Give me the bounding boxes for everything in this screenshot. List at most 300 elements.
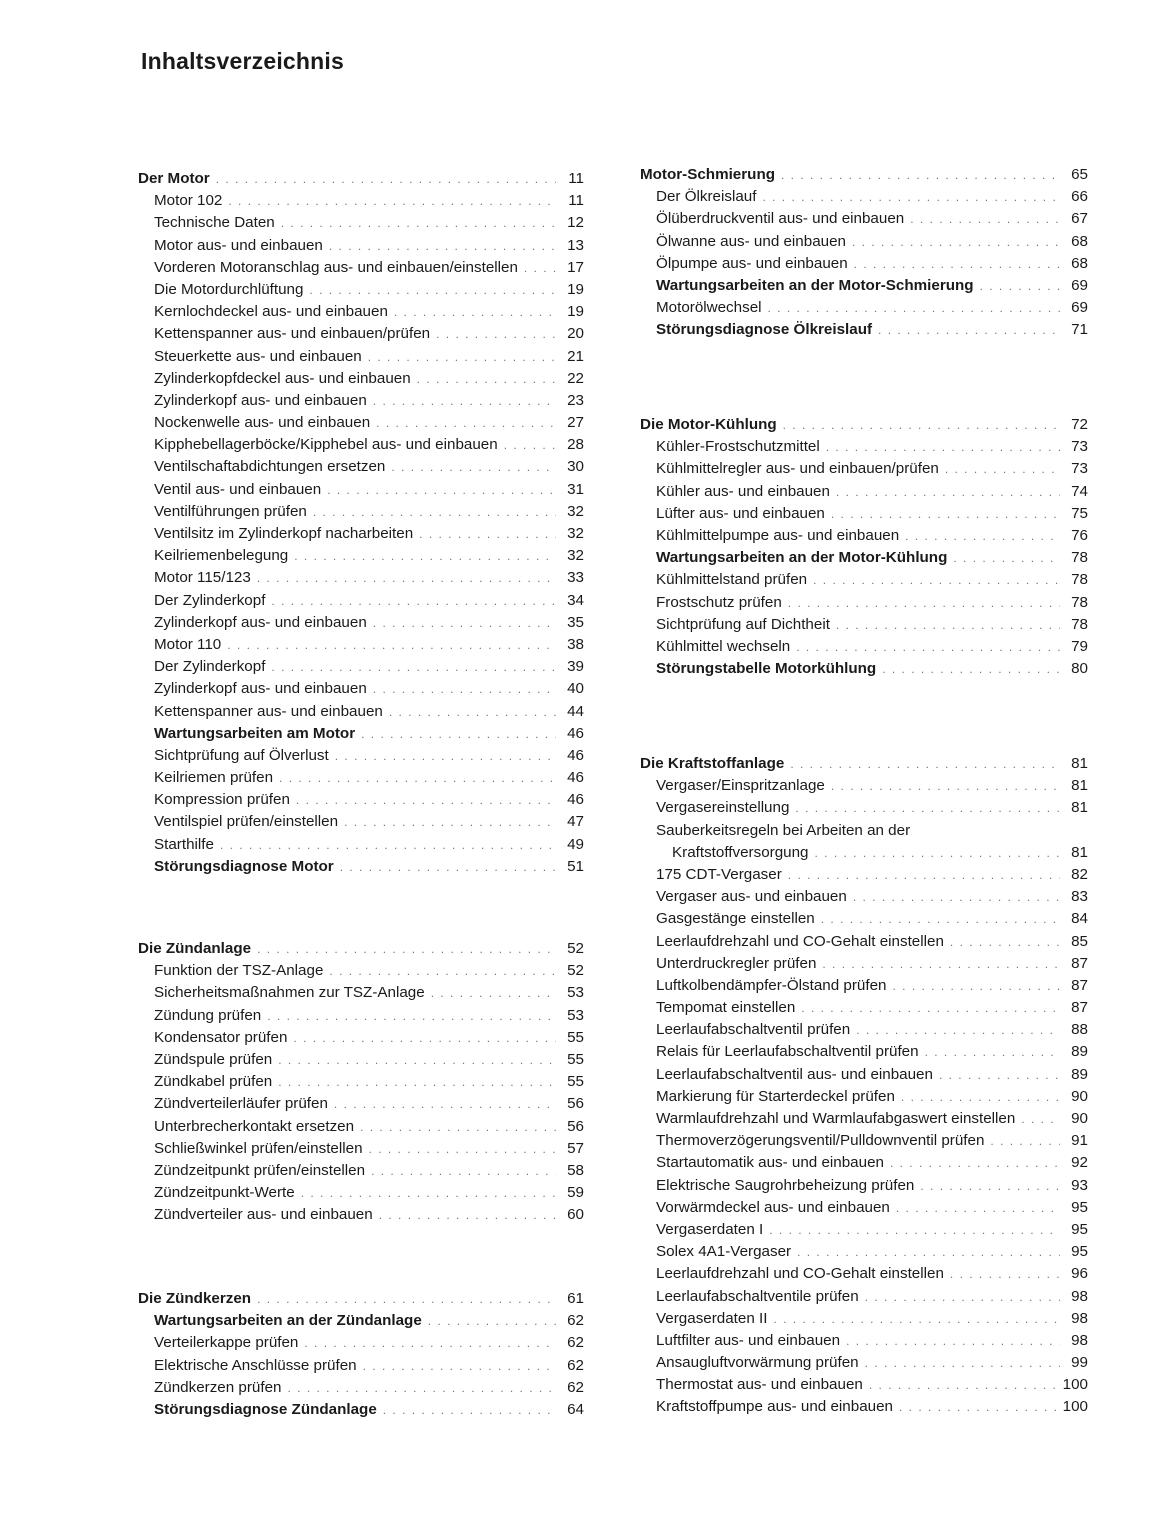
entry-title: Funktion der TSZ-Anlage xyxy=(154,962,324,980)
page-number: 30 xyxy=(567,458,584,476)
toc-entry[interactable] xyxy=(138,212,584,234)
toc-subheading[interactable] xyxy=(640,547,1088,569)
dot-leader xyxy=(1021,1108,1060,1130)
entry-title: Wartungsarbeiten am Motor xyxy=(154,724,356,742)
dot-leader xyxy=(309,279,556,301)
entry-title: Motor aus- und einbauen xyxy=(154,236,323,254)
toc-entry[interactable] xyxy=(138,1138,584,1160)
page-number: 32 xyxy=(567,547,584,565)
page-number: 58 xyxy=(567,1161,584,1179)
toc-entry[interactable] xyxy=(640,820,1088,842)
dot-leader xyxy=(301,1182,556,1204)
page-number: 98 xyxy=(1071,1287,1088,1305)
dot-leader xyxy=(371,1160,556,1182)
page-number: 90 xyxy=(1071,1087,1088,1105)
page-number: 46 xyxy=(567,769,584,787)
page-number: 79 xyxy=(1071,637,1088,655)
entry-title: Kipphebellagerböcke/Kipphebel aus- und einbauen xyxy=(154,436,498,454)
toc-entry[interactable] xyxy=(640,297,1088,319)
toc-entry[interactable] xyxy=(138,612,584,634)
toc-section xyxy=(640,164,1088,342)
dot-leader xyxy=(795,797,1060,819)
toc-entry[interactable] xyxy=(138,678,584,700)
toc-entry[interactable] xyxy=(640,1374,1088,1396)
toc-entry[interactable] xyxy=(640,842,1088,864)
toc-entry[interactable] xyxy=(640,1130,1088,1152)
dot-leader xyxy=(854,253,1060,275)
page-number: 69 xyxy=(1071,299,1088,317)
dot-leader xyxy=(762,186,1060,208)
page-number: 80 xyxy=(1071,660,1088,678)
dot-leader xyxy=(822,953,1060,975)
entry-title: Leerlaufdrehzahl und CO-Gehalt einstellen xyxy=(656,1265,944,1283)
dot-leader xyxy=(279,767,556,789)
toc-entry[interactable] xyxy=(138,257,584,279)
toc-section-heading[interactable] xyxy=(138,938,584,960)
dot-leader xyxy=(831,775,1060,797)
toc-entry[interactable] xyxy=(640,436,1088,458)
page-number: 11 xyxy=(568,192,584,210)
page-number: 52 xyxy=(567,962,584,980)
entry-title: Zündung prüfen xyxy=(154,1006,262,1024)
entry-title: Vergaserdaten I xyxy=(656,1220,764,1238)
dot-leader xyxy=(281,212,556,234)
entry-title: Die Zündkerzen xyxy=(138,1290,252,1307)
toc-entry[interactable] xyxy=(640,886,1088,908)
toc-entry[interactable] xyxy=(640,525,1088,547)
page-number: 81 xyxy=(1071,755,1088,772)
dot-leader xyxy=(369,1138,556,1160)
entry-title: Schließwinkel prüfen/einstellen xyxy=(154,1139,363,1157)
entry-title: Ölpumpe aus- und einbauen xyxy=(656,254,848,272)
entry-title: Lüfter aus- und einbauen xyxy=(656,504,825,522)
dot-leader xyxy=(797,1241,1060,1263)
dot-leader xyxy=(788,592,1060,614)
toc-entry[interactable] xyxy=(640,1152,1088,1174)
dot-leader xyxy=(504,434,556,456)
toc-section xyxy=(640,753,1088,1419)
toc-section xyxy=(138,938,584,1226)
entry-title: Thermoverzögerungsventil/Pulldownventil prüfen xyxy=(656,1132,985,1150)
page-number: 84 xyxy=(1071,910,1088,928)
page-number: 20 xyxy=(567,325,584,343)
dot-leader xyxy=(227,634,556,656)
toc-entry[interactable] xyxy=(138,1116,584,1138)
page-number: 53 xyxy=(567,1006,584,1024)
dot-leader xyxy=(294,545,556,567)
entry-title: Keilriemen prüfen xyxy=(154,769,274,787)
toc-entry[interactable] xyxy=(640,636,1088,658)
page-number: 66 xyxy=(1071,188,1088,206)
dot-leader xyxy=(846,1330,1060,1352)
toc-subheading[interactable] xyxy=(138,856,584,878)
toc-entry[interactable] xyxy=(138,1332,584,1354)
page-number: 76 xyxy=(1071,526,1088,544)
toc-entry[interactable] xyxy=(640,1263,1088,1285)
entry-title: Motor 102 xyxy=(154,192,223,210)
page-number: 89 xyxy=(1071,1043,1088,1061)
entry-title: Warmlaufdrehzahl und Warmlaufabgaswert einstellen xyxy=(656,1110,1016,1127)
toc-section-heading[interactable] xyxy=(138,1288,584,1310)
entry-title: Unterbrecherkontakt ersetzen xyxy=(154,1117,355,1135)
entry-title: Zündkabel prüfen xyxy=(154,1073,273,1091)
toc-entry[interactable] xyxy=(138,523,584,545)
dot-leader xyxy=(905,525,1060,547)
page-title: Inhaltsverzeichnis xyxy=(141,48,345,74)
dot-leader xyxy=(257,1288,556,1310)
page-number: 78 xyxy=(1071,571,1088,589)
toc-entry[interactable] xyxy=(640,797,1088,819)
toc-subheading[interactable] xyxy=(138,1310,584,1332)
toc-entry[interactable] xyxy=(640,1219,1088,1241)
entry-title: Motor 115/123 xyxy=(154,569,251,587)
dot-leader xyxy=(271,590,556,612)
dot-leader xyxy=(901,1086,1060,1108)
entry-title: Kühlmittelstand prüfen xyxy=(656,571,808,589)
dot-leader xyxy=(920,1175,1060,1197)
dot-leader xyxy=(990,1130,1060,1152)
toc-section-heading[interactable] xyxy=(640,414,1088,436)
toc-entry[interactable] xyxy=(138,323,584,345)
page-number: 72 xyxy=(1071,416,1088,433)
entry-title: Vergaser aus- und einbauen xyxy=(656,888,847,906)
toc-entry[interactable] xyxy=(138,501,584,523)
toc-entry[interactable] xyxy=(640,1308,1088,1330)
toc-entry[interactable] xyxy=(138,235,584,257)
toc-entry[interactable] xyxy=(640,1352,1088,1374)
toc-section-heading[interactable] xyxy=(640,753,1088,775)
dot-leader xyxy=(313,501,556,523)
dot-leader xyxy=(939,1064,1060,1086)
toc-section xyxy=(640,414,1088,680)
toc-entry[interactable] xyxy=(138,656,584,678)
toc-entry[interactable] xyxy=(640,592,1088,614)
toc-entry[interactable] xyxy=(138,1005,584,1027)
toc-entry[interactable] xyxy=(138,346,584,368)
toc-entry[interactable] xyxy=(640,458,1088,480)
toc-entry[interactable] xyxy=(640,231,1088,253)
toc-entry[interactable] xyxy=(640,1064,1088,1086)
page-number: 62 xyxy=(567,1334,584,1352)
toc-entry[interactable] xyxy=(640,614,1088,636)
entry-title: Störungstabelle Motorkühlung xyxy=(656,660,877,678)
page-number: 91 xyxy=(1071,1132,1088,1150)
dot-leader xyxy=(436,323,556,345)
dot-leader xyxy=(329,235,556,257)
dot-leader xyxy=(361,723,556,745)
dot-leader xyxy=(419,523,556,545)
dot-leader xyxy=(801,997,1060,1019)
entry-title: Der Zylinderkopf xyxy=(154,591,266,609)
entry-title: Motorölwechsel xyxy=(656,299,762,317)
dot-leader xyxy=(853,886,1060,908)
entry-title: Zylinderkopf aus- und einbauen xyxy=(154,680,367,698)
entry-title: Sauberkeitsregeln bei Arbeiten an der xyxy=(656,821,911,839)
toc-entry[interactable] xyxy=(138,479,584,501)
dot-leader xyxy=(788,864,1060,886)
dot-leader xyxy=(293,1027,556,1049)
page-number: 51 xyxy=(567,857,584,875)
toc-entry[interactable] xyxy=(640,975,1088,997)
toc-entry[interactable] xyxy=(138,434,584,456)
page-number: 44 xyxy=(567,702,584,720)
toc-entry[interactable] xyxy=(640,908,1088,930)
toc-entry[interactable] xyxy=(138,1355,584,1377)
toc-entry[interactable] xyxy=(138,789,584,811)
toc-entry[interactable] xyxy=(138,634,584,656)
entry-title: Zündzeitpunkt prüfen/einstellen xyxy=(154,1161,366,1179)
toc-entry[interactable] xyxy=(138,545,584,567)
dot-leader xyxy=(376,412,556,434)
page-number: 78 xyxy=(1071,593,1088,611)
toc-entry[interactable] xyxy=(640,997,1088,1019)
dot-leader xyxy=(220,834,556,856)
entry-title: Zylinderkopf aus- und einbauen xyxy=(154,391,367,409)
dot-leader xyxy=(228,190,556,212)
toc-entry[interactable] xyxy=(138,279,584,301)
page-number: 31 xyxy=(567,480,584,498)
toc-entry[interactable] xyxy=(640,775,1088,797)
toc-subheading[interactable] xyxy=(138,723,584,745)
toc-entry[interactable] xyxy=(138,190,584,212)
toc-entry[interactable] xyxy=(138,1027,584,1049)
toc-subheading[interactable] xyxy=(138,1399,584,1421)
toc-entry[interactable] xyxy=(138,368,584,390)
toc-entry[interactable] xyxy=(138,701,584,723)
toc-entry[interactable] xyxy=(138,811,584,833)
page-number: 40 xyxy=(567,680,584,698)
page-number: 21 xyxy=(567,347,584,365)
entry-title: Wartungsarbeiten an der Zündanlage xyxy=(154,1312,422,1330)
dot-leader xyxy=(925,1041,1060,1063)
entry-title: Ölwanne aus- und einbauen xyxy=(656,232,846,250)
page-number: 12 xyxy=(567,214,584,232)
page-number: 62 xyxy=(567,1378,584,1396)
dot-leader xyxy=(389,701,556,723)
dot-leader xyxy=(271,656,556,678)
toc-entry[interactable] xyxy=(138,745,584,767)
toc-entry[interactable] xyxy=(640,1041,1088,1063)
dot-leader xyxy=(394,301,556,323)
entry-title: Unterdruckregler prüfen xyxy=(656,954,817,972)
toc-subheading[interactable] xyxy=(640,275,1088,297)
toc-section xyxy=(138,168,584,878)
toc-entry[interactable] xyxy=(640,569,1088,591)
dot-leader xyxy=(417,368,556,390)
toc-entry[interactable] xyxy=(640,1286,1088,1308)
toc-entry[interactable] xyxy=(640,1108,1088,1130)
page-number: 82 xyxy=(1071,865,1088,883)
page-number: 32 xyxy=(567,502,584,520)
toc-entry[interactable] xyxy=(138,567,584,589)
toc-entry[interactable] xyxy=(640,253,1088,275)
entry-title: Zündverteilerläufer prüfen xyxy=(154,1095,328,1113)
toc-entry[interactable] xyxy=(138,1049,584,1071)
toc-entry[interactable] xyxy=(640,1175,1088,1197)
entry-title: Störungsdiagnose Motor xyxy=(154,857,334,875)
entry-title: Zylinderkopfdeckel aus- und einbauen xyxy=(154,369,411,387)
toc-entry[interactable] xyxy=(138,767,584,789)
page-number: 81 xyxy=(1071,843,1088,861)
dot-leader xyxy=(865,1286,1060,1308)
entry-title: Tempomat einstellen xyxy=(656,999,796,1017)
dot-leader xyxy=(288,1377,557,1399)
entry-title: Vorwärmdeckel aus- und einbauen xyxy=(656,1198,890,1216)
toc-entry[interactable] xyxy=(640,1330,1088,1352)
dot-leader xyxy=(278,1049,556,1071)
page-number: 61 xyxy=(567,1290,584,1307)
page-number: 96 xyxy=(1071,1265,1088,1283)
dot-leader xyxy=(980,275,1060,297)
dot-leader xyxy=(856,1019,1060,1041)
dot-leader xyxy=(296,789,556,811)
toc-entry[interactable] xyxy=(640,503,1088,525)
toc-entry[interactable] xyxy=(640,208,1088,230)
toc-subheading[interactable] xyxy=(640,319,1088,341)
page-number: 11 xyxy=(568,170,584,187)
page-number: 73 xyxy=(1071,438,1088,456)
toc-entry[interactable] xyxy=(138,1182,584,1204)
dot-leader xyxy=(910,208,1060,230)
entry-title: Kettenspanner aus- und einbauen/prüfen xyxy=(154,325,431,343)
dot-leader xyxy=(783,414,1060,436)
page-number: 73 xyxy=(1071,460,1088,478)
page-number: 90 xyxy=(1071,1110,1088,1127)
toc-entry[interactable] xyxy=(640,1241,1088,1263)
toc-entry[interactable] xyxy=(640,864,1088,886)
dot-leader xyxy=(383,1399,556,1421)
page-number: 95 xyxy=(1071,1220,1088,1238)
entry-title: Kompression prüfen xyxy=(154,791,290,809)
toc-entry[interactable] xyxy=(138,1071,584,1093)
toc-entry[interactable] xyxy=(640,186,1088,208)
entry-title: Vergaserdaten II xyxy=(656,1309,768,1327)
toc-entry[interactable] xyxy=(138,1093,584,1115)
entry-title: Der Zylinderkopf xyxy=(154,658,266,676)
page-number: 78 xyxy=(1071,549,1088,567)
page-number: 53 xyxy=(567,984,584,1002)
page-number: 17 xyxy=(567,258,584,276)
page-number: 100 xyxy=(1062,1376,1088,1394)
entry-title: Wartungsarbeiten an der Motor-Schmierung xyxy=(656,276,974,294)
page-number: 99 xyxy=(1071,1354,1088,1372)
page-number: 64 xyxy=(567,1400,584,1418)
toc-entry[interactable] xyxy=(138,982,584,1004)
page-number: 71 xyxy=(1071,321,1088,339)
dot-leader xyxy=(304,1332,556,1354)
toc-entry[interactable] xyxy=(138,456,584,478)
dot-leader xyxy=(821,908,1060,930)
entry-title: Luftkolbendämpfer-Ölstand prüfen xyxy=(656,976,887,994)
toc-entry[interactable] xyxy=(640,1019,1088,1041)
dot-leader xyxy=(773,1308,1060,1330)
toc-entry[interactable] xyxy=(640,481,1088,503)
entry-title: Motor 110 xyxy=(154,635,222,653)
entry-title: Zündzeitpunkt-Werte xyxy=(154,1184,295,1202)
entry-title: Thermostat aus- und einbauen xyxy=(656,1376,863,1394)
toc-entry[interactable] xyxy=(138,301,584,323)
toc-entry[interactable] xyxy=(640,1396,1088,1418)
dot-leader xyxy=(831,503,1060,525)
toc-entry[interactable] xyxy=(138,412,584,434)
dot-leader xyxy=(836,614,1060,636)
dot-leader xyxy=(869,1374,1057,1396)
toc-entry[interactable] xyxy=(640,1197,1088,1219)
entry-title: Der Motor xyxy=(138,170,210,187)
entry-title: Ansaugluftvorwärmung prüfen xyxy=(656,1354,859,1372)
entry-title: Zündverteiler aus- und einbauen xyxy=(154,1206,373,1224)
entry-title: Ventilschaftabdichtungen ersetzen xyxy=(154,458,386,476)
dot-leader xyxy=(836,481,1060,503)
toc-entry[interactable] xyxy=(138,590,584,612)
entry-title: Störungsdiagnose Ölkreislauf xyxy=(656,321,873,339)
page-number: 95 xyxy=(1071,1198,1088,1216)
toc-entry[interactable] xyxy=(138,1204,584,1226)
dot-leader xyxy=(790,753,1060,775)
page-number: 27 xyxy=(567,414,584,432)
toc-section-heading[interactable] xyxy=(138,168,584,190)
toc-entry[interactable] xyxy=(138,1160,584,1182)
dot-leader xyxy=(890,1152,1060,1174)
toc-entry[interactable] xyxy=(640,1086,1088,1108)
page-number: 68 xyxy=(1071,232,1088,250)
page-number: 56 xyxy=(567,1117,584,1135)
page-number: 35 xyxy=(567,613,584,631)
page-number: 46 xyxy=(567,724,584,742)
entry-title: Die Kraftstoffanlage xyxy=(640,755,785,772)
dot-leader xyxy=(814,842,1060,864)
dot-leader xyxy=(257,938,556,960)
page-number: 83 xyxy=(1071,888,1088,906)
page-number: 32 xyxy=(567,525,584,542)
entry-title: Kraftstoffversorgung xyxy=(672,843,809,861)
dot-leader xyxy=(826,436,1060,458)
page-number: 85 xyxy=(1071,932,1088,950)
toc-entry[interactable] xyxy=(138,390,584,412)
entry-title: Luftfilter aus- und einbauen xyxy=(656,1331,841,1349)
dot-leader xyxy=(363,1355,556,1377)
toc-entry[interactable] xyxy=(640,931,1088,953)
toc-entry[interactable] xyxy=(138,1377,584,1399)
page-number: 98 xyxy=(1071,1309,1088,1327)
entry-title: Wartungsarbeiten an der Motor-Kühlung xyxy=(656,549,948,567)
page-number: 78 xyxy=(1071,615,1088,633)
entry-title: Sicherheitsmaßnahmen zur TSZ-Anlage xyxy=(154,984,425,1002)
toc-subheading[interactable] xyxy=(640,658,1088,680)
page-number: 19 xyxy=(567,280,584,298)
entry-title: Ventilsitz im Zylinderkopf nacharbeiten xyxy=(154,525,414,542)
page-number: 74 xyxy=(1071,482,1088,500)
dot-leader xyxy=(257,567,556,589)
toc-entry[interactable] xyxy=(138,834,584,856)
page-number: 69 xyxy=(1071,276,1088,294)
entry-title: Solex 4A1-Vergaser xyxy=(656,1243,792,1261)
dot-leader xyxy=(865,1352,1060,1374)
entry-title: Gasgestänge einstellen xyxy=(656,910,815,928)
dot-leader xyxy=(329,960,556,982)
dot-leader xyxy=(373,612,556,634)
dot-leader xyxy=(373,390,556,412)
dot-leader xyxy=(892,975,1060,997)
page-number: 81 xyxy=(1071,799,1088,817)
toc-entry[interactable] xyxy=(640,953,1088,975)
entry-title: Leerlaufabschaltventil prüfen xyxy=(656,1021,851,1039)
toc-entry[interactable] xyxy=(138,960,584,982)
page-number: 28 xyxy=(567,436,584,454)
page-number: 88 xyxy=(1071,1021,1088,1039)
dot-leader xyxy=(882,658,1060,680)
toc-section-heading[interactable] xyxy=(640,164,1088,186)
